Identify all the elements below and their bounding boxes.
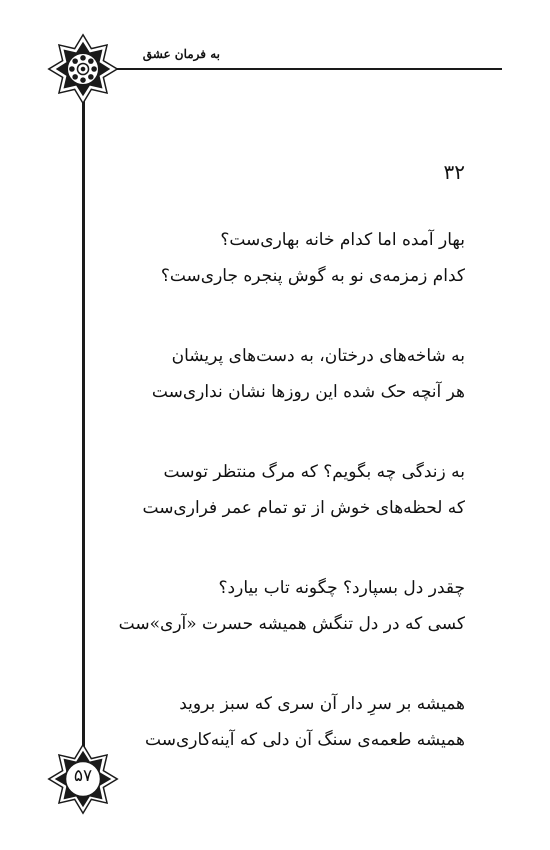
header-rule: [112, 68, 502, 70]
stanza: [105, 338, 465, 410]
verse-line: همیشه بر سرِ دار آن سری که سبز بروید: [179, 694, 465, 714]
verse-line: بهار آمده اما کدام خانه بهاری‌ست؟: [220, 230, 465, 250]
poem-body: [105, 222, 465, 802]
verse-line: به زندگی چه بگویم؟ که مرگ منتظر توست: [163, 462, 465, 482]
verse-line: کسی که در دل تنگش همیشه حسرت «آری»ست: [118, 614, 465, 634]
margin-rule: [82, 96, 85, 752]
running-title: به فرمان عشق: [142, 47, 220, 61]
verse-line: که لحظه‌های خوش از تو تمام عمر فراری‌ست: [142, 498, 465, 518]
verse-line: هر آنچه حک شده این روزها نشان نداری‌ست: [151, 382, 465, 402]
poem-number: ۳۲: [443, 160, 465, 184]
verse-line: چقدر دل بسپارد؟ چگونه تاب بیارد؟: [218, 578, 465, 598]
stanza: [105, 222, 465, 294]
page-number: ۵۷: [73, 766, 93, 786]
verse-line: کدام زمزمه‌ی نو به گوش پنجره جاری‌ست؟: [160, 266, 465, 286]
rosette-ornament-icon: [46, 32, 120, 106]
stanza: [105, 686, 465, 758]
verse-line: همیشه طعمه‌ی سنگ آن دلی که آینه‌کاری‌ست: [145, 730, 465, 750]
stanza: [105, 570, 465, 642]
verse-line: به شاخه‌های درختان، به دست‌های پریشان: [171, 346, 465, 366]
stanza: [105, 454, 465, 526]
